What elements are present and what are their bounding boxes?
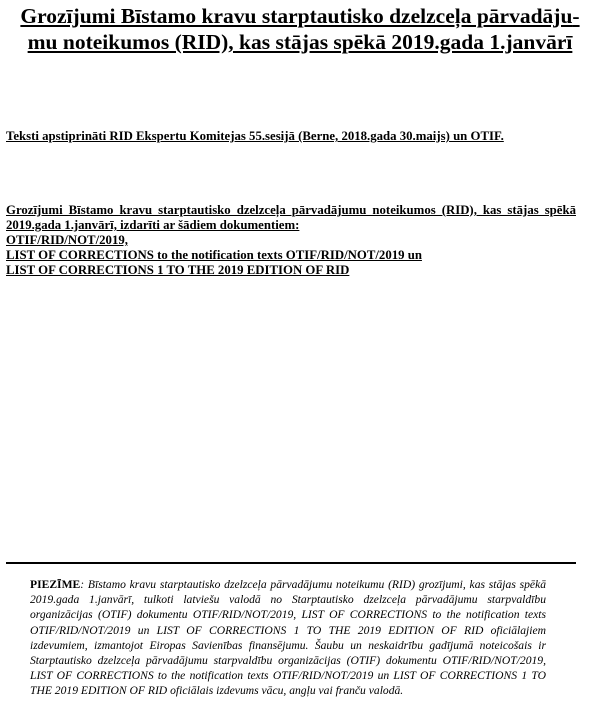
amendments-intro: Grozījumi Bīstamo kravu starptautisko dzelzceļa pārvadājumu noteikumos (RID), kas stājas spēkā 2019.gada 1.janvārī, izdarīti ar šādiem dokumentiem: <box>6 203 576 232</box>
document-title: Grozījumi Bīstamo kravu starptautisko dzelzceļa pārvadājumu noteikumos (RID), kas stājas spēkā 2019.gada 1.janvārī <box>20 4 580 54</box>
source-document-otif-rid-not: OTIF/RID/NOT/2019, <box>6 233 128 247</box>
amendments-section <box>6 203 576 278</box>
approval-note: Teksti apstiprināti RID Ekspertu Komitejas 55.sesijā (Berne, 2018.gada 30.maijs) un OTIF. <box>6 129 504 143</box>
footnote-separator <box>6 562 576 564</box>
footnote-label-separator: : <box>80 578 88 591</box>
source-document-list-of-corrections-1: LIST OF CORRECTIONS 1 TO THE 2019 EDITION OF RID <box>6 263 350 277</box>
footnote-text: Bīstamo kravu starptautisko dzelzceļa pārvadājumu noteikumu (RID) grozījumi, kas stājas spēkā 2019.gada 1.janvārī, tulkoti latviešu valodā no Starptautisko dzelzceļa pārvadājumu starpvaldību organizācijas (OTIF) dokumentu OTIF/RID/NOT/2019, LIST OF CORRECTIONS to the notification texts OTIF/RID/NOT/2019 un LIST OF CORRECTIONS 1 TO THE 2019 EDITION OF RID oficiālajiem izdevumiem, izmantojot Eiropas Savienības finansējumu. Šaubu un neskaidrību gadījumā noteicošais ir Starptautisko dzelzceļa pārvadājumu starpvaldību organizācijas (OTIF) dokumentu OTIF/RID/NOT/2019, LIST OF CORRECTIONS to the notification texts OTIF/RID/NOT/2019 un LIST OF CORRECTIONS 1 TO THE 2019 EDITION OF RID oficiālais izdevums vācu, angļu vai franču valodā. <box>30 578 547 698</box>
footnote-note <box>30 577 546 699</box>
source-document-list-of-corrections-notification: LIST OF CORRECTIONS to the notification texts OTIF/RID/NOT/2019 un <box>6 248 422 262</box>
footnote-label: PIEZĪME <box>30 578 81 591</box>
